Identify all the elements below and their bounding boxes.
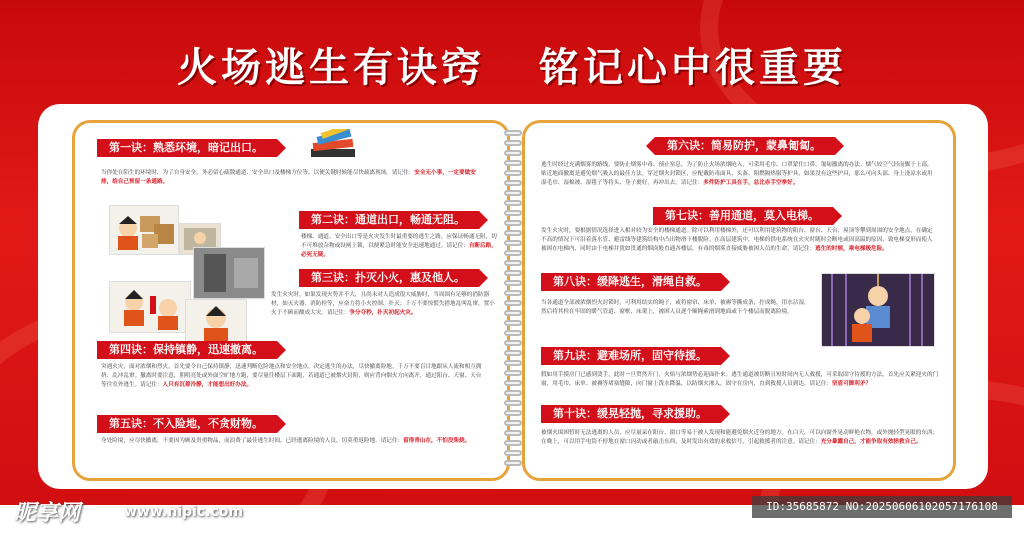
poster-title — [0, 38, 1024, 98]
tip-6-remark: 多件防护工具在手，总比赤手空拳好。 — [703, 180, 799, 186]
spiral-ring — [504, 180, 522, 186]
spiral-ring — [504, 240, 522, 246]
spiral-ring — [504, 300, 522, 306]
tip-9-heading: 第九诀：避难场所，固守待援。 — [541, 347, 721, 365]
tip-2-remark: 自断后路，必死无疑。 — [301, 243, 497, 258]
spiral-ring — [504, 210, 522, 216]
spiral-ring — [504, 230, 522, 236]
illustration-photo-corridor — [193, 247, 265, 299]
spiral-ring — [504, 400, 522, 406]
tip-7-remark: 逃生的时候，乘电梯极危险。 — [815, 246, 888, 252]
spiral-ring — [504, 440, 522, 446]
tip-2-heading: 第二诀：通道出口，畅通无阻。 — [299, 211, 479, 229]
spiral-ring — [504, 140, 522, 146]
spiral-ring — [504, 390, 522, 396]
tip-10-remark: 充分暴露自己，才能争取有效拯救自己。 — [820, 439, 922, 445]
tip-1-text — [101, 169, 481, 187]
tip-7-body: 发生火灾时，要根据情况选择进入相对较为安全的楼梯通道。除可以利用楼梯外，还可以利用建筑物的阳台、窗台、天台、屋顶等攀到周围的安全地点，在确定不高的情况下可沿着落水管、避雷线等建筑结构中凸出物滑下楼脱险。在高层建筑中，电梯的供电系统在火灾时随时会断电或因高温的原因，致电梯变形而使人被困在电梯内，同时由于电梯井犹如贯通的烟囱般直通各楼层，有毒的烟雾直接威胁被困人员的生命。请记住： — [541, 228, 933, 252]
spiral-ring — [504, 160, 522, 166]
spiral-ring — [504, 360, 522, 366]
tip-2-text — [301, 233, 497, 260]
spiral-ring — [504, 380, 522, 386]
tip-6-heading: 第六诀：简易防护，蒙鼻匍匐。 — [655, 137, 835, 155]
notebook-spiral — [504, 130, 522, 470]
tip-6-body: 逃生时经过充满烟雾的路线，要防止烟雾中毒、预止窒息。为了防止火场浓烟呛入，可采用毛巾、口罩蒙住口鼻，匍匐撤离的办法。烟气较空气轻而飘于上部，贴近地面撤离是避免烟气吸入的最佳方法。穿过烟火封锁区，应配戴防毒面具、头盔、阻燃隔热服等护具，如果没有这些护具，那么可向头部、身上浇凉水或用湿毛巾、湿棉被、湿毯子等将头、身子裹好，再冲出去。请记住： — [541, 162, 933, 186]
spiral-ring — [504, 200, 522, 206]
spiral-ring — [504, 290, 522, 296]
spiral-ring — [504, 280, 522, 286]
spiral-ring — [504, 190, 522, 196]
tip-4-body: 突遇火灾，面对浓烟和烈火，首先要令自己保持镇静，迅速判断危险地点和安全地点，决定逃生的办法，尽快撤离险地。千万不要盲目地跟从人流和相互拥挤、乱冲乱窜。撤离时要注意，朝明亮处或外面空旷地方跑，要尽量往楼层下面跑，若通道已被烟火封阻，则应背向烟火方向离开，通过阳台、天窗、天台等往室外逃生。请记住： — [101, 364, 482, 388]
tip-1-body: 当你处在陌生的环境时，为了自身安全，务必留心疏散通道、安全出口及楼梯方位等，以便关键时候能尽快疏离现场。请记住： — [101, 170, 415, 176]
spiral-ring — [504, 320, 522, 326]
tip-7-heading: 第七诀：善用通道，莫入电梯。 — [653, 207, 833, 225]
books-icon — [303, 129, 363, 163]
spiral-ring — [504, 460, 522, 466]
tip-6-text — [541, 161, 935, 188]
tip-1-remark: 安全无小事，一定要做安排，给自己预留一条通路。 — [101, 170, 476, 185]
spiral-ring — [504, 170, 522, 176]
spiral-ring — [504, 350, 522, 356]
tip-3-body: 发生火灾时，如果发现火势并不大，且尚未对人造成很大威胁时，当周围有足够的消防器材，如灭火器、消防栓等，应奋力将小火控制、扑灭；千万不要惊慌失措地乱叫乱窜，置小火于不顾而酿成大灾。请记住： — [271, 292, 495, 316]
tip-5-heading: 第五诀：不入险地，不贪财物。 — [97, 415, 277, 433]
tip-10-body: 被烟火围困暂时无法逃离的人员，应尽量呆在阳台、窗口等易于被人发现和能避免烟火近身的地方。在白天，可以向窗外晃动鲜艳衣物，或外抛轻型晃眼的东西；在晚上，可以用手电筒不停地在窗口闪动或者敲击东西，及时发出有效的求救信号，引起救援者的注意。请记住： — [541, 430, 939, 445]
tip-3-remark: 争分夺秒，扑灭初起火灾。 — [349, 310, 417, 316]
tip-3-text — [271, 291, 495, 318]
illustration-cartoon-boxes — [109, 205, 179, 255]
watermark-url: www.nipic.com — [124, 504, 243, 520]
tip-10-text — [541, 429, 939, 447]
tip-7-text — [541, 227, 935, 254]
spiral-ring — [504, 220, 522, 226]
tip-9-body: 假如用手摸房门已感到烫手，此时一旦贸然开门，火焰与浓烟势必迎面扑来。逃生通道被切断且短时间内无人救援，可采取固守待援的方法。首先应关紧迎火的门窗，用毛巾、床单、被褥等堵塞缝隙，向门窗上泼水降温，以防烟火渗入，固守在房内，直到救援人员到达。请记住： — [541, 372, 939, 387]
tip-5-remark: 留得青山在，不怕没柴烧。 — [403, 438, 471, 444]
tip-1-heading: 第一诀：熟悉环境，暗记出口。 — [97, 139, 277, 157]
tip-8-body: 当各通道全部被浓烟烈火封锁时，可利用结实的绳子，或将窗帘、床单、被褥等撕成条，拧成绳，用水沾湿，然后将其栓在牢固的暖气管道、窗框、床架上，被困人员逐个顺绳索滑到地面或下个楼层而脱离险境。 — [541, 300, 810, 315]
spiral-ring — [504, 310, 522, 316]
spiral-ring — [504, 150, 522, 156]
title-part-2: 铭记心中很重要 — [538, 45, 847, 91]
spiral-ring — [504, 260, 522, 266]
tip-2-body: 楼梯、通道、安全出口等是火灾发生时最重要的逃生之路，应保证畅通无阻，切不可堆放杂物或设闸上锁，以便紧急时能安全迅速地通过。请记住： — [301, 234, 497, 249]
title-part-1: 火场逃生有诀窍 — [177, 45, 486, 91]
tip-8-heading: 第八诀：缓降逃生，滑绳自救。 — [541, 273, 721, 291]
tip-10-heading: 第十诀：缓晃轻抛，寻求援助。 — [541, 405, 721, 423]
watermark-id: ID:35685872 NO:20250606102057176108 — [752, 496, 1012, 518]
tip-4-text — [101, 363, 483, 390]
watermark-logo: 昵享网 — [14, 501, 81, 526]
illustration-cartoon-extinguisher — [109, 281, 191, 333]
illustration-cartoon-firefighter — [185, 299, 247, 345]
illustration-cartoon-rope-escape — [821, 273, 935, 347]
tip-3-heading: 第三诀：扑灭小火，惠及他人。 — [299, 269, 479, 287]
tip-5-text — [101, 437, 483, 446]
spiral-ring — [504, 410, 522, 416]
spiral-ring — [504, 130, 522, 136]
spiral-ring — [504, 340, 522, 346]
spiral-ring — [504, 250, 522, 256]
tip-9-remark: 坚盾可御利矛？ — [831, 381, 872, 387]
tip-5-body: 身处险境，应尽快撤离，不要因为顾及贵重物品，而浪费了最佳逃生时间，已经逃离险境的人员，切莫重返险地。请记住： — [101, 438, 404, 444]
left-page — [72, 120, 510, 481]
spiral-ring — [504, 450, 522, 456]
spiral-ring — [504, 330, 522, 336]
spiral-ring — [504, 370, 522, 376]
spiral-ring — [504, 420, 522, 426]
tip-9-text — [541, 371, 939, 389]
right-page — [522, 120, 956, 481]
tip-4-remark: 人只有沉着冷静，才能想出好办法。 — [162, 382, 253, 388]
tip-4-heading: 第四诀：保持镇静，迅速撤离。 — [97, 341, 277, 359]
spiral-ring — [504, 270, 522, 276]
spiral-ring — [504, 430, 522, 436]
tip-8-text — [541, 299, 813, 317]
